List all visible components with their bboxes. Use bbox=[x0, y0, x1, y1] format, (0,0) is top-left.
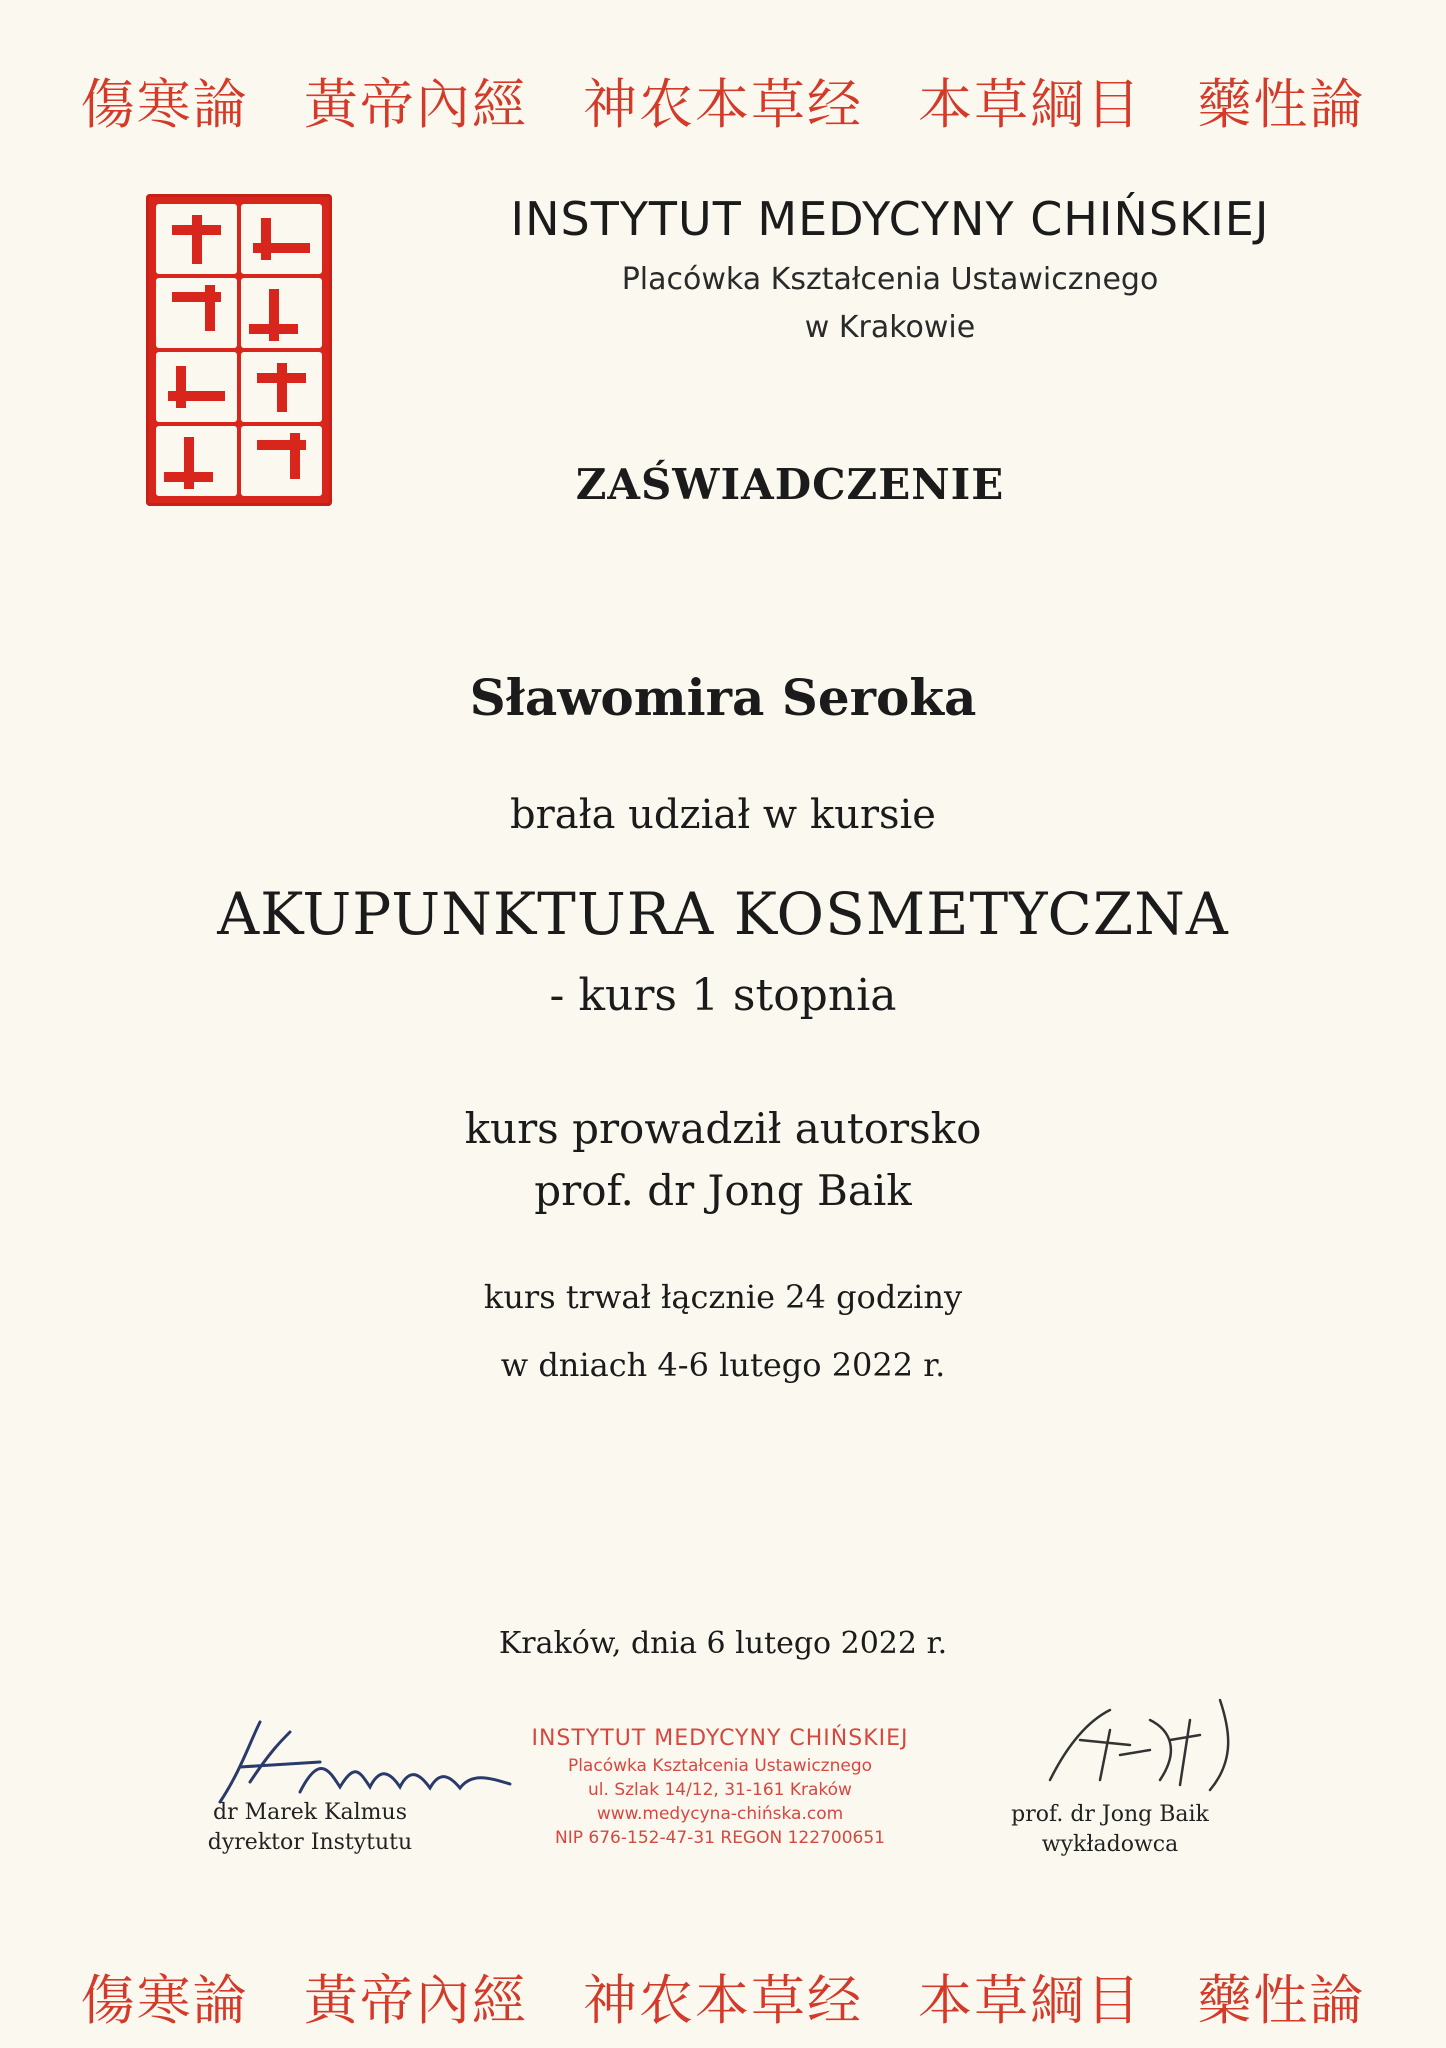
classic-title: 藥性論 bbox=[1197, 73, 1366, 136]
place-and-date: Kraków, dnia 6 lutego 2022 r. bbox=[498, 1626, 948, 1661]
taught-by-text: kurs prowadził autorsko bbox=[464, 1104, 982, 1153]
director-signature bbox=[210, 1712, 530, 1812]
director-name: dr Marek Kalmus bbox=[212, 1800, 407, 1825]
classic-title: 傷寒論 bbox=[80, 1969, 249, 2032]
seal-glyph bbox=[156, 352, 237, 422]
course-name: AKUPUNKTURA KOSMETYCZNA bbox=[217, 880, 1229, 948]
lecturer-signature bbox=[1030, 1690, 1250, 1800]
seal-glyph bbox=[241, 278, 322, 348]
stamp-line: NIP 676-152-47-31 REGON 122700651 bbox=[555, 1828, 885, 1848]
classic-title: 神农本草经 bbox=[583, 73, 863, 136]
classic-title: 本草綱目 bbox=[918, 73, 1143, 136]
seal-glyph bbox=[156, 204, 237, 274]
seal-glyph bbox=[241, 352, 322, 422]
seal-glyph bbox=[156, 426, 237, 496]
classic-title: 藥性論 bbox=[1197, 1969, 1366, 2032]
classic-title: 黃帝內經 bbox=[303, 1969, 528, 2032]
participation-text: brała udział w kursie bbox=[510, 792, 936, 838]
institute-subtitle: Placówka Kształcenia Ustawicznego bbox=[621, 262, 1159, 297]
seal-glyph bbox=[156, 278, 237, 348]
institute-city: w Krakowie bbox=[804, 310, 976, 345]
institute-stamp bbox=[500, 1724, 940, 1850]
director-role: dyrektor Instytutu bbox=[207, 1830, 413, 1855]
lecturer-name: prof. dr Jong Baik bbox=[1011, 1802, 1209, 1827]
red-seal-logo bbox=[146, 194, 332, 506]
certificate-title: ZAŚWIADCZENIE bbox=[575, 460, 1005, 509]
teacher-name: prof. dr Jong Baik bbox=[534, 1166, 912, 1215]
course-level: - kurs 1 stopnia bbox=[549, 970, 897, 1021]
classic-title: 傷寒論 bbox=[80, 73, 249, 136]
stamp-line: Placówka Kształcenia Ustawicznego bbox=[567, 1756, 873, 1776]
institute-name: INSTYTUT MEDYCYNY CHIŃSKIEJ bbox=[510, 192, 1270, 246]
course-dates: w dniach 4-6 lutego 2022 r. bbox=[500, 1346, 946, 1384]
classics-footer bbox=[0, 1958, 1446, 2035]
stamp-line: INSTYTUT MEDYCYNY CHIŃSKIEJ bbox=[531, 1726, 909, 1751]
course-duration: kurs trwał łącznie 24 godziny bbox=[483, 1278, 963, 1316]
stamp-line: www.medycyna-chińska.com bbox=[596, 1804, 844, 1824]
stamp-line: ul. Szlak 14/12, 31-161 Kraków bbox=[588, 1780, 852, 1800]
lecturer-role: wykładowca bbox=[1041, 1832, 1179, 1857]
recipient-name: Sławomira Seroka bbox=[469, 668, 977, 727]
classic-title: 黃帝內經 bbox=[303, 73, 528, 136]
classic-title: 神农本草经 bbox=[583, 1969, 863, 2032]
seal-glyph bbox=[241, 204, 322, 274]
seal-glyph bbox=[241, 426, 322, 496]
classics-header bbox=[0, 62, 1446, 139]
classic-title: 本草綱目 bbox=[918, 1969, 1143, 2032]
